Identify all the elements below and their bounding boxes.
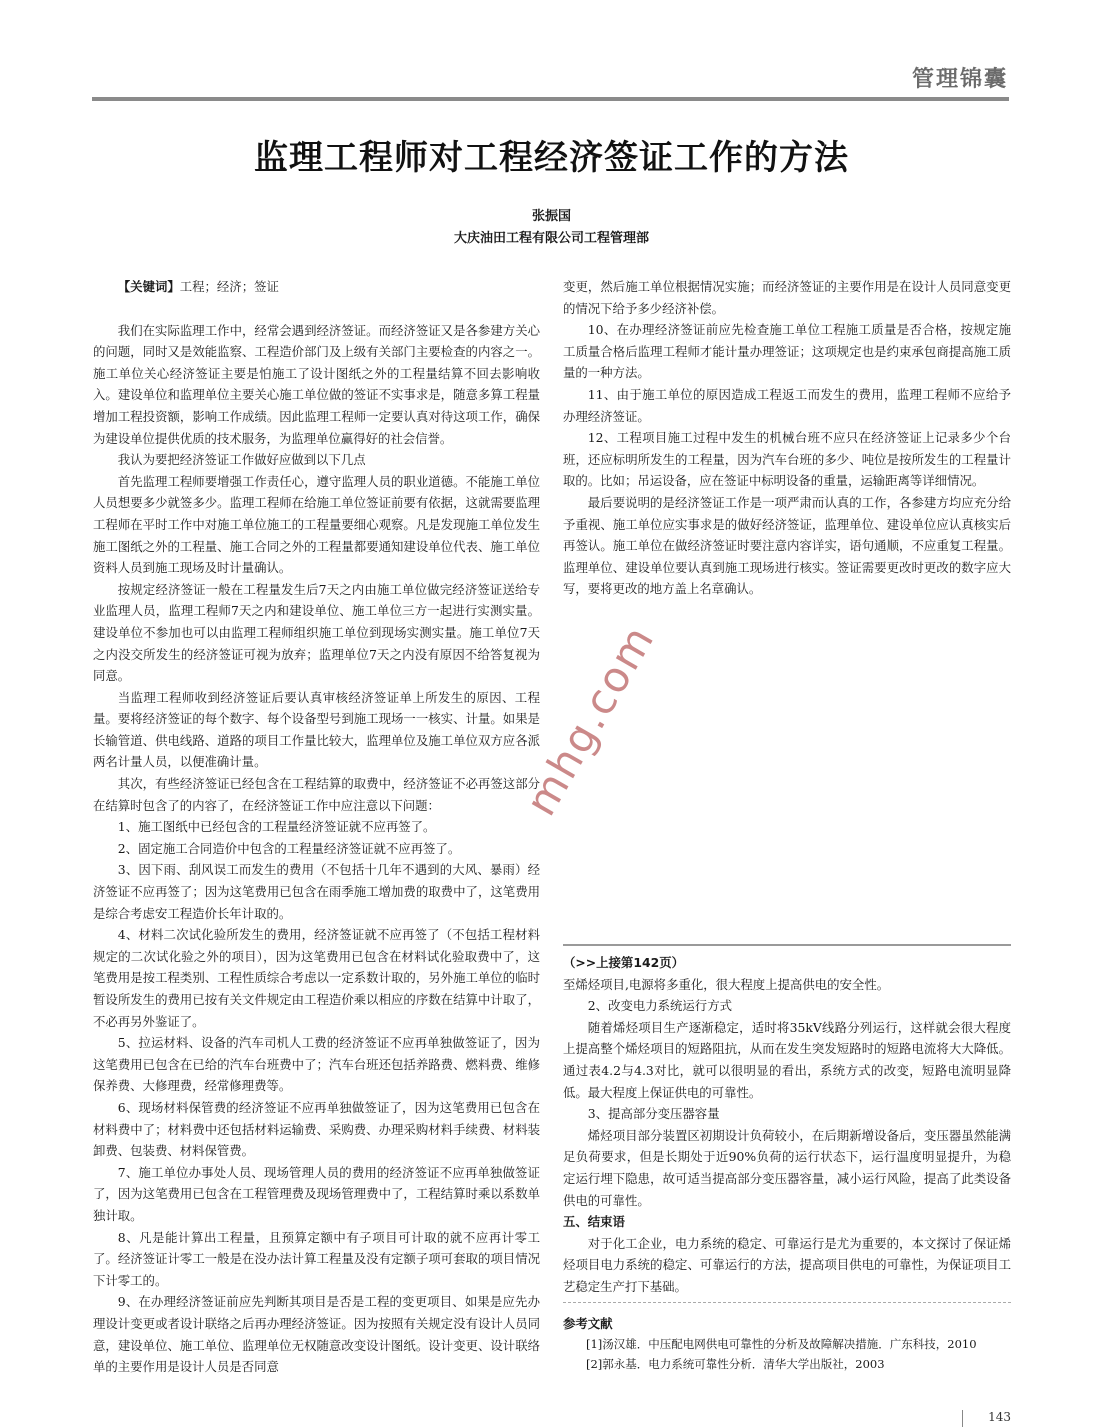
- affiliation: 大庆油田工程有限公司工程管理部: [453, 231, 649, 246]
- body-paragraph: 我们在实际监理工作中，经常会遇到经济签证。而经济签证又是各参建方关心的问题，同时又是效能监察、工程造价部门及上级有关部门主要检查的内容之一。施工单位关心经济签证主要是怕施工了设计图纸之外的工程量结算不回去影响收入。建设单位和监理单位主要关心施工单位做的签证不实事求是，随意多算工程量增加工程投资额，影响工作成绩。因此监理工程师一定要认真对待这项工作，确保为建设单位提供优质的技术服务，为监理单位赢得好的社会信誉。: [93, 322, 540, 446]
- list-item: 2、固定施工合同造价中包含的工程量经济签证就不应再签了。: [117, 840, 461, 856]
- body-paragraph: 对于化工企业，电力系统的稳定、可靠运行是尤为重要的，本文探讨了保证烯烃项目电力系统的稳定、可靠运行的方法，提高项目供电的可靠性，为保证项目工艺稳定生产打下基础。: [563, 1235, 1011, 1294]
- page-number: 143: [988, 1410, 1011, 1424]
- list-item: 7、施工单位办事处人员、现场管理人员的费用的经济签证不应再单独做签证了，因为这笔费用已包含在工程管理费及现场管理费中了，工程结算时乘以系数单独计取。: [93, 1164, 540, 1223]
- page-tick: [962, 1410, 963, 1427]
- keywords-text: 工程；经济；签证: [179, 279, 279, 294]
- reference-item: [2]郭永基．电力系统可靠性分析．清华大学出版社，2003: [586, 1357, 885, 1371]
- list-item: 4、材料二次试化验所发生的费用，经济签证就不应再签了（不包括工程材料规定的二次试化验之外的项目），因为这笔费用已包含在材料试化验取费中了，这笔费用是按工程类别、工程性质综合考虑以一定系数计取的，另外施工单位的临时暂设所发生的费用已按有关文件规定由工程造价乘以相应的序数在结算中计取了，不必再另外鉴证了。: [93, 927, 540, 1029]
- keywords-label: 【关键词】: [117, 279, 180, 294]
- author: 张振国: [531, 209, 571, 224]
- header-rule: [92, 97, 1009, 101]
- subheading: 2、改变电力系统运行方式: [587, 998, 732, 1014]
- body-paragraph: 烯烃项目部分装置区初期设计负荷较小，在后期新增设备后，变压器虽然能满足负荷要求，但是长期处于近90%负荷的运行状态下，运行温度明显提升，为稳定运行埋下隐患，故可适当提高部分变压器容量，减小运行风险，提高了此类设备供电的可靠性。: [563, 1127, 1011, 1208]
- list-item: 1、施工图纸中已经包含的工程量经济签证就不应再签了。: [117, 819, 436, 835]
- body-paragraph: 变更，然后施工单位根据情况实施；而经济签证的主要作用是在设计人员同意变更的情况下给予多少经济补偿。: [563, 279, 1011, 316]
- keywords: [93, 276, 540, 298]
- left-column: [93, 276, 540, 1378]
- list-item: 3、因下雨、刮风误工而发生的费用（不包括十几年不遇到的大风、暴雨）经济签证不应再签了；因为这笔费用已包含在雨季施工增加费的取费中了，这笔费用是综合考虑安工程造价长年计取的。: [93, 862, 540, 921]
- article-title: 监理工程师对工程经济签证工作的方法: [254, 138, 849, 178]
- subheading: 3、提高部分变压器容量: [587, 1106, 720, 1122]
- section-heading: 五、结束语: [563, 1214, 625, 1230]
- references-title: 参考文献: [563, 1316, 613, 1331]
- body-paragraph: 首先监理工程师要增强工作责任心，遵守监理人员的职业道德。不能施工单位人员想要多少就签多少。监理工程师在给施工单位签证前要有依据，这就需要监理工程师在平时工作中对施工单位施工的工程量要细心观察。凡是发现施工单位发生施工图纸之外的工程量、施工合同之外的工程量都要通知建设单位代表、施工单位资料人员到施工现场及时计量确认。: [93, 473, 540, 576]
- body-paragraph: 至烯烃项目,电源将多重化，很大程度上提高供电的安全性。: [563, 976, 890, 992]
- body-paragraph: 其次，有些经济签证已经包含在工程结算的取费中，经济签证不必再签这部分在结算时包含了的内容了，在经济签证工作中应注意以下问题：: [93, 776, 540, 813]
- list-item: 10、在办理经济签证前应先检查施工单位工程施工质量是否合格，按规定施工质量合格后监理工程师才能计量办理签证；这项规定也是约束承包商提高施工质量的一种方法。: [563, 322, 1011, 381]
- section-label: 管理锦囊: [911, 67, 1008, 92]
- continuation-label: （>>上接第142页）: [563, 955, 684, 970]
- body-paragraph: 最后要说明的是经济签证工作是一项严肃而认真的工作，各参建方均应充分给予重视、施工单位应实事求是的做好经济签证，监理单位、建设单位应认真核实后再签认。施工单位在做经济签证时要注意内容详实，语句通顺，不应重复工程量。监理单位、建设单位要认真到施工现场进行核实。签证需要更改时更改的数字应大写，要将更改的地方盖上名章确认。: [563, 494, 1011, 597]
- body-paragraph: 按规定经济签证一般在工程量发生后7天之内由施工单位做完经济签证送给专业监理人员，监理工程师7天之内和建设单位、施工单位三方一起进行实测实量。建设单位不参加也可以由监理工程师组织施工单位到现场实测实量。施工单位7天之内没交所发生的经济签证可视为放弃；监理单位7天之内没有原因不给答复视为同意。: [93, 581, 540, 684]
- list-item: 11、由于施工单位的原因造成工程返工而发生的费用，监理工程师不应给予办理经济签证。: [563, 386, 1011, 424]
- right-column: [563, 276, 1011, 600]
- list-item: 12、工程项目施工过程中发生的机械台班不应只在经济签证上记录多少个台班，还应标明所发生的工程量，因为汽车台班的多少、吨位是按所发生的工程量计取的。比如；吊运设备，应在签证中标明设备的重量，运输距离等详细情况。: [563, 430, 1011, 489]
- continuation-block: [563, 952, 1011, 1298]
- continuation-rule: [563, 944, 1011, 946]
- list-item: 5、拉运材料、设备的汽车司机人工费的经济签证不应再单独做签证了，因为这笔费用已包含在已给的汽车台班费中了；汽车台班还包括养路费、燃料费、维修保养费、大修理费，经常修理费等。: [93, 1035, 540, 1094]
- list-item: 6、现场材料保管费的经济签证不应再单独做签证了，因为这笔费用已包含在材料费中了；材料费中还包括材料运输费、采购费、办理采购材料手续费、材料装卸费、包装费、材料保管费。: [93, 1099, 540, 1159]
- watermark: mhg.com: [515, 616, 665, 824]
- list-item: 9、在办理经济签证前应先判断其项目是否是工程的变更项目、如果是应先办理设计变更或者设计联络之后再办理经济签证。因为按照有关规定没有设计人员同意，建设单位、施工单位、监理单位无权随意改变设计图纸。设计变更、设计联络单的主要作用是设计人员是否同意: [93, 1294, 540, 1375]
- body-paragraph: 随着烯烃项目生产逐渐稳定，适时将35kV线路分列运行，这样就会很大程度上提高整个烯烃项目的短路阻抗，从而在发生突发短路时的短路电流将大大降低。通过表4.2与4.3对比，就可以很明显的看出，系统方式的改变，短路电流明显降低。最大程度上保证供电的可靠性。: [563, 1019, 1011, 1100]
- body-paragraph: 当监理工程师收到经济签证后要认真审核经济签证单上所发生的原因、工程量。要将经济签证的每个数字、每个设备型号到施工现场一一核实、计量。如果是长输管道、供电线路、道路的项目工作量比较大，监理单位及施工单位双方应各派两名计量人员，以便准确计量。: [93, 689, 540, 770]
- references-rule: [563, 1302, 1011, 1303]
- reference-item: [1]汤汉雄．中压配电网供电可靠性的分析及故障解决措施．广东科技，2010: [586, 1337, 977, 1351]
- references-block: [563, 1314, 1011, 1374]
- list-item: 8、凡是能计算出工程量，且预算定额中有子项目可计取的就不应再计零工了。经济签证计零工一般是在没办法计算工程量及没有定额子项可套取的项目情况下计零工的。: [93, 1229, 540, 1288]
- body-paragraph: 我认为要把经济签证工作做好应做到以下几点: [117, 452, 366, 468]
